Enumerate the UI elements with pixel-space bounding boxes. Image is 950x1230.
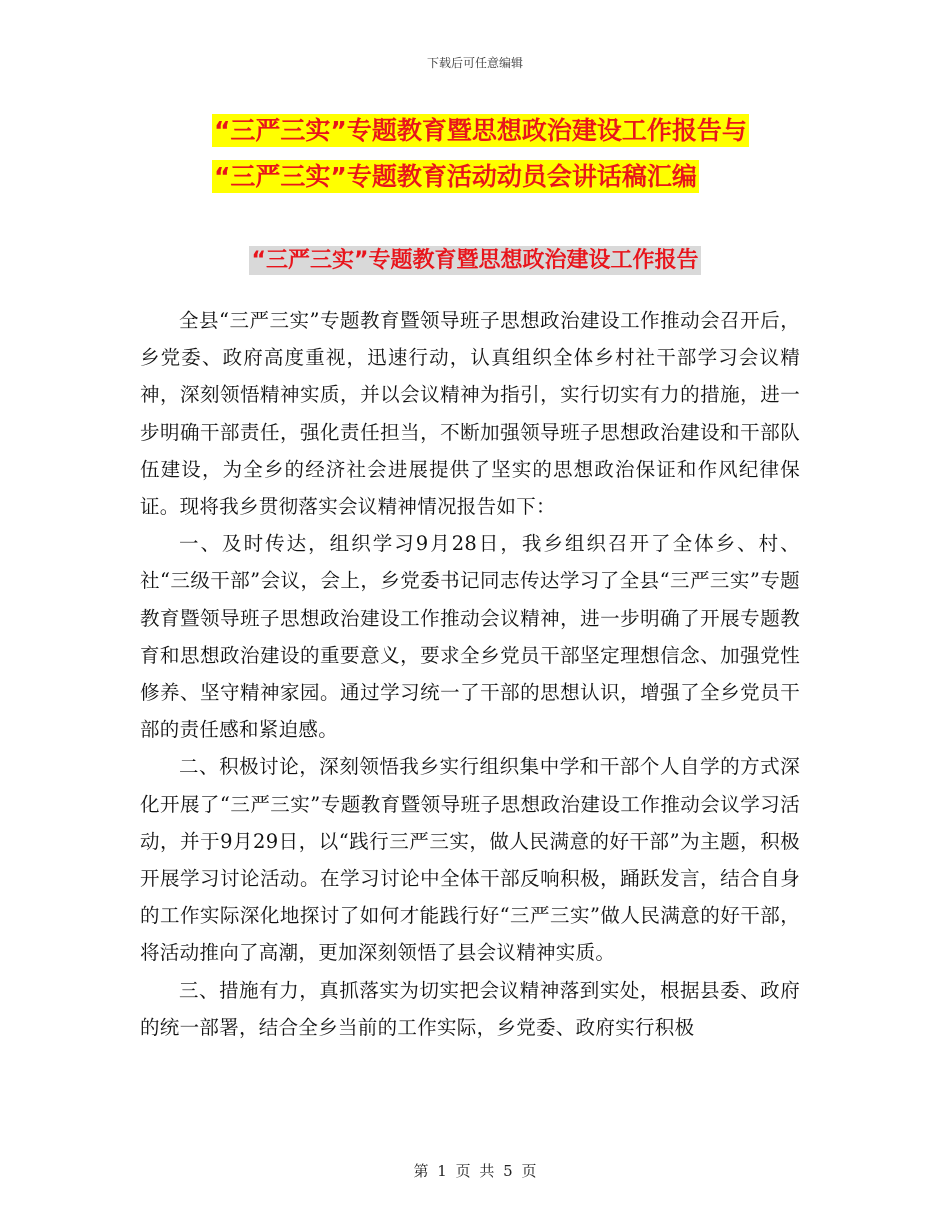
section-title: [0, 241, 950, 281]
document-body: [140, 302, 800, 1046]
document-title-line-2: “三严三实”专题教育活动动员会讲话稿汇编: [214, 162, 697, 191]
paragraph-section-2: 二、积极讨论，深刻领悟我乡实行组织集中学和干部个人自学的方式深化开展了“三严三实”专题教育暨领导班子思想政治建设工作推动会议学习活动，并于9月29日，以“践行三严三实，做人民满意的好干部”为主题，积极开展学习讨论活动。在学习讨论中全体干部反响积极，踊跃发言，结合自身的工作实际深化地探讨了如何才能践行好“三严三实”做人民满意的好干部，将活动推向了高潮，更加深刻领悟了县会议精神实质。: [140, 755, 800, 965]
paragraph-intro: 全县“三严三实”专题教育暨领导班子思想政治建设工作推动会召开后，乡党委、政府高度重视，迅速行动，认真组织全体乡村社干部学习会议精神，深刻领悟精神实质，并以会议精神为指引，实行切实有力的措施，进一步明确干部责任，强化责任担当，不断加强领导班子思想政治建设和干部队伍建设，为全乡的经济社会进展提供了坚实的思想政治保证和作风纪律保证。现将我乡贯彻落实会议精神情况报告如下：: [140, 309, 800, 519]
document-title: [212, 108, 749, 200]
paragraph-section-1: 一、及时传达，组织学习9月28日，我乡组织召开了全体乡、村、社“三级干部”会议，会上，乡党委书记同志传达学习了全县“三严三实”专题教育暨领导班子思想政治建设工作推动会议精神，进一步明确了开展专题教育和思想政治建设的重要意义，要求全乡党员干部坚定理想信念、加强党性修养、坚守精神家园。通过学习统一了干部的思想认识，增强了全乡党员干部的责任感和紧迫感。: [140, 532, 800, 742]
document-title-line-1: “三严三实”专题教育暨思想政治建设工作报告与: [214, 116, 747, 145]
page-footer: 第 1 页 共 5 页: [413, 1162, 537, 1180]
paragraph-section-3: 三、措施有力，真抓落实为切实把会议精神落到实处，根据县委、政府的统一部署，结合全乡当前的工作实际，乡党委、政府实行积极: [140, 978, 800, 1039]
header-note: 下载后可任意编辑: [426, 56, 523, 70]
section-title-text: “三严三实”专题教育暨思想政治建设工作报告: [249, 246, 702, 275]
